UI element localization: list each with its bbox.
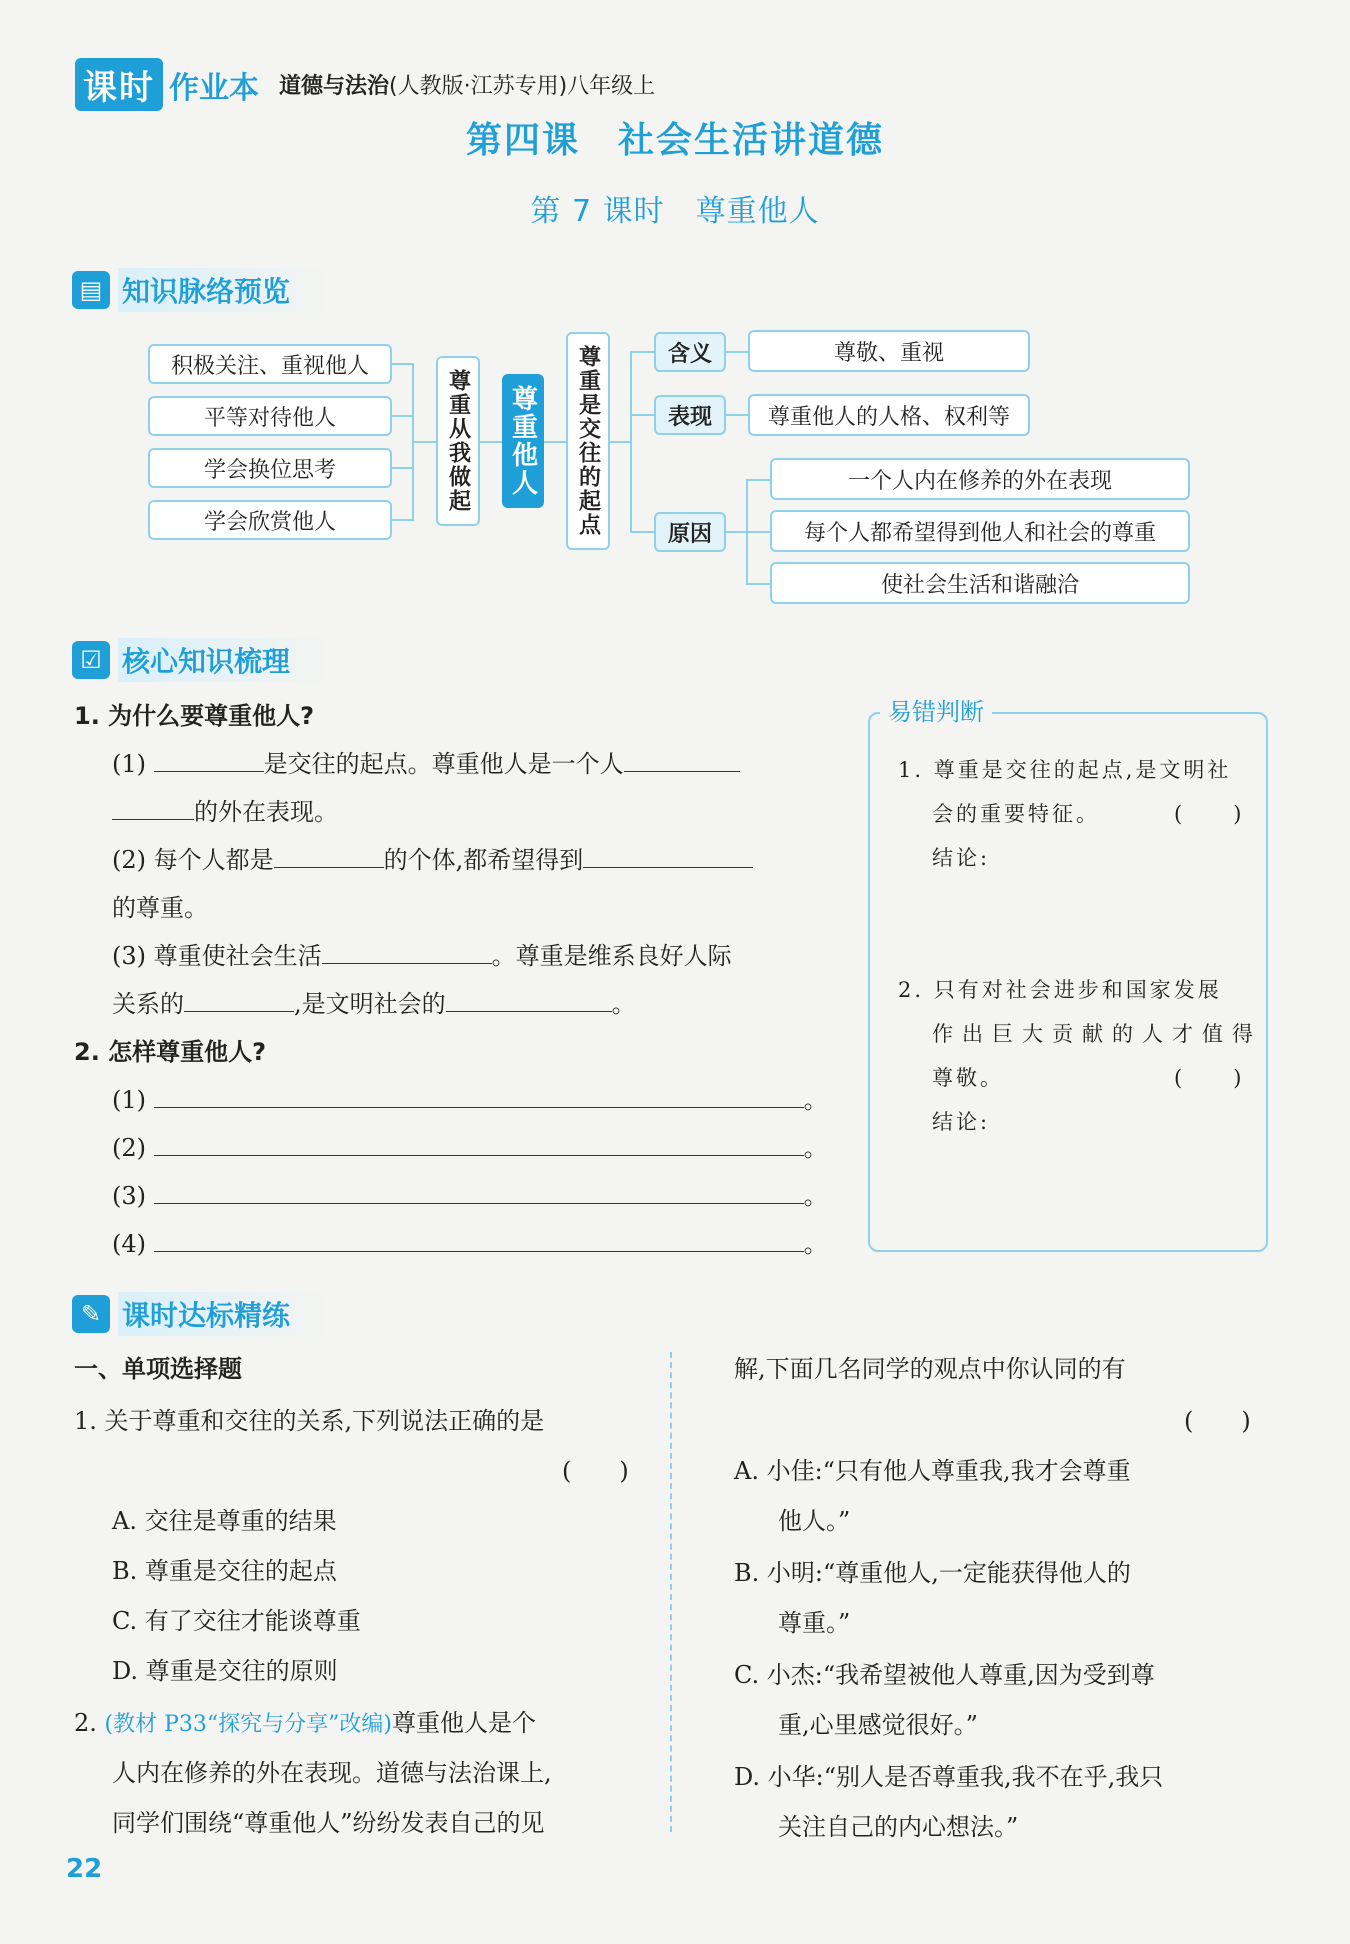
edition-text: (人教版·江苏专用)八年级上 (389, 74, 656, 99)
item-text: 关系的 (112, 990, 184, 1018)
subject-name: 道德与法治 (279, 74, 390, 99)
section-heading-preview (72, 268, 330, 312)
core-answer-line (112, 1076, 828, 1124)
core-question-2 (74, 1028, 266, 1076)
judgment-text: 2. 只有对社会进步和国家发展 (898, 978, 1222, 1002)
answer-blank[interactable] (624, 741, 740, 772)
practice-part-title (74, 1344, 242, 1395)
question-number: 2. (74, 1709, 97, 1737)
page-number: 22 (66, 1854, 103, 1884)
conclusion-label: 结论: (932, 846, 991, 870)
period-mark: 。 (803, 1086, 828, 1114)
period-mark: 。 (803, 1134, 828, 1162)
conclusion-label: 结论: (932, 1110, 991, 1134)
mindmap-tag-expression: 表现 (654, 395, 726, 435)
judgment-text: 作出巨大贡献的人才值得 (932, 1022, 1262, 1046)
mindmap-right-branch: 尊重是交往的起点 (566, 332, 610, 550)
mindmap-center-topic: 尊重他人 (502, 374, 544, 508)
answer-blank[interactable] (154, 1221, 804, 1252)
mindmap-meaning-text: 尊敬、重视 (748, 330, 1030, 372)
book-icon: ▤ (72, 271, 110, 309)
core-question-1 (74, 692, 314, 740)
practice-question-1: 1. 关于尊重和交往的关系,下列说法正确的是 (74, 1407, 545, 1435)
subject-edition (279, 69, 655, 100)
judgment-text: 尊敬。 (932, 1066, 1004, 1090)
option-d[interactable]: D. 尊重是交往的原则 (112, 1657, 338, 1685)
answer-blank[interactable] (446, 981, 612, 1012)
core-answer-line (112, 1172, 828, 1220)
option-a[interactable]: A. 交往是尊重的结果 (112, 1507, 337, 1535)
lesson-title: 第四课 社会生活讲道德 (465, 120, 884, 161)
section-heading-core (72, 638, 330, 682)
column-divider (670, 1352, 672, 1832)
option-text: 尊重。” (778, 1609, 851, 1637)
option-text: 他人。” (778, 1507, 851, 1535)
mindmap-left-branch: 尊重从我做起 (436, 356, 480, 526)
answer-parentheses[interactable]: ( ) (1174, 1066, 1245, 1090)
mindmap-left-item: 学会欣赏他人 (148, 500, 392, 540)
judgment-item-1 (898, 748, 1244, 880)
judgment-item-2 (898, 968, 1262, 1144)
core-fill-2 (112, 836, 753, 884)
question-text: 同学们围绕“尊重他人”纷纷发表自己的见 (112, 1809, 545, 1837)
mindmap-left-item: 积极关注、重视他人 (148, 344, 392, 384)
answer-blank[interactable] (184, 981, 294, 1012)
core-fill-1-cont (112, 788, 338, 836)
mindmap-reason-item: 每个人都希望得到他人和社会的尊重 (770, 510, 1190, 552)
item-text: 。尊重是维系良好人际 (491, 942, 732, 970)
core-fill-1 (112, 740, 832, 788)
item-text: (2) 每个人都是 (112, 846, 274, 874)
answer-parentheses[interactable]: ( ) (1174, 802, 1245, 826)
option-text: 重,心里感觉很好。” (778, 1711, 978, 1739)
mindmap-tag-meaning: 含义 (654, 332, 726, 372)
answer-blank[interactable] (112, 789, 194, 820)
answer-blank[interactable] (322, 933, 492, 964)
item-label: (3) (112, 1182, 146, 1210)
answer-blank[interactable] (154, 1173, 804, 1204)
answer-parentheses[interactable]: ( ) (562, 1457, 629, 1485)
item-text: 。 (611, 990, 636, 1018)
period-title: 第 7 课时 尊重他人 (530, 194, 820, 229)
core-fill-3 (112, 932, 732, 980)
error-judgment-title: 易错判断 (880, 692, 992, 727)
option-text: A. 小佳:“只有他人尊重我,我才会尊重 (734, 1457, 1131, 1485)
part-title: 一、单项选择题 (74, 1356, 242, 1383)
option-b[interactable] (734, 1548, 1131, 1648)
core-answer-line (112, 1124, 828, 1172)
section-title: 核心知识梳理 (118, 638, 330, 682)
section-title: 课时达标精练 (118, 1292, 330, 1336)
option-text: 关注自己的内心想法。” (778, 1813, 1019, 1841)
mindmap-left-item: 平等对待他人 (148, 396, 392, 436)
answer-blank[interactable] (154, 741, 264, 772)
question-text: 1. 为什么要尊重他人? (74, 702, 315, 730)
item-label: (4) (112, 1230, 146, 1258)
option-d[interactable] (734, 1752, 1163, 1852)
item-label: (1) (112, 1086, 146, 1114)
pencil-icon: ✎ (72, 1295, 110, 1333)
answer-blank[interactable] (274, 837, 384, 868)
mindmap-expression-text: 尊重他人的人格、权利等 (748, 394, 1030, 436)
mindmap-left-item: 学会换位思考 (148, 448, 392, 488)
question-text: 人内在修养的外在表现。道德与法治课上, (112, 1759, 552, 1787)
section-title: 知识脉络预览 (118, 268, 330, 312)
item-text: 的个体,都希望得到 (383, 846, 584, 874)
period-mark: 。 (803, 1230, 828, 1258)
mindmap-tag-reason: 原因 (654, 512, 726, 552)
brand-book-name: 作业本 (169, 70, 259, 106)
answer-blank[interactable] (583, 837, 753, 868)
item-text: (3) 尊重使社会生活 (112, 942, 322, 970)
question-text: 解,下面几名同学的观点中你认同的有 (734, 1355, 1126, 1383)
core-fill-3-cont (112, 980, 636, 1028)
checkbox-icon: ☑ (72, 641, 110, 679)
brand-header (75, 58, 655, 111)
item-text: 的外在表现。 (194, 798, 338, 826)
item-label: (1) (112, 750, 146, 778)
question-text: 2. 怎样尊重他人? (74, 1038, 267, 1066)
core-fill-2-cont (112, 884, 208, 932)
option-text: C. 小杰:“我希望被他人尊重,因为受到尊 (734, 1661, 1155, 1689)
answer-parentheses[interactable]: ( ) (1184, 1407, 1251, 1435)
question-source: (教材 P33“探究与分享”改编) (104, 1712, 392, 1737)
brand-logo: 课时 (75, 58, 163, 111)
item-text: ,是文明社会的 (294, 990, 446, 1018)
mindmap-reason-item: 一个人内在修养的外在表现 (770, 458, 1190, 500)
item-label: (2) (112, 1134, 146, 1162)
section-heading-practice (72, 1292, 330, 1336)
item-text: 的尊重。 (112, 894, 208, 922)
core-answer-line (112, 1220, 828, 1268)
judgment-text: 1. 尊重是交往的起点,是文明社 (898, 758, 1232, 782)
period-mark: 。 (803, 1182, 828, 1210)
practice-question-2 (74, 1698, 536, 1750)
option-a[interactable] (734, 1446, 1131, 1546)
option-c[interactable] (734, 1650, 1155, 1750)
judgment-text: 会的重要特征。 (932, 802, 1100, 826)
option-text: B. 小明:“尊重他人,一定能获得他人的 (734, 1559, 1131, 1587)
option-text: D. 小华:“别人是否尊重我,我不在乎,我只 (734, 1763, 1164, 1791)
mindmap-reason-item: 使社会生活和谐融洽 (770, 562, 1190, 604)
answer-blank[interactable] (154, 1125, 804, 1156)
answer-blank[interactable] (154, 1077, 804, 1108)
question-text: 尊重他人是个 (392, 1709, 536, 1737)
item-text: 是交往的起点。尊重他人是一个人 (263, 750, 624, 778)
option-c[interactable]: C. 有了交往才能谈尊重 (112, 1607, 361, 1635)
option-b[interactable]: B. 尊重是交往的起点 (112, 1557, 337, 1585)
